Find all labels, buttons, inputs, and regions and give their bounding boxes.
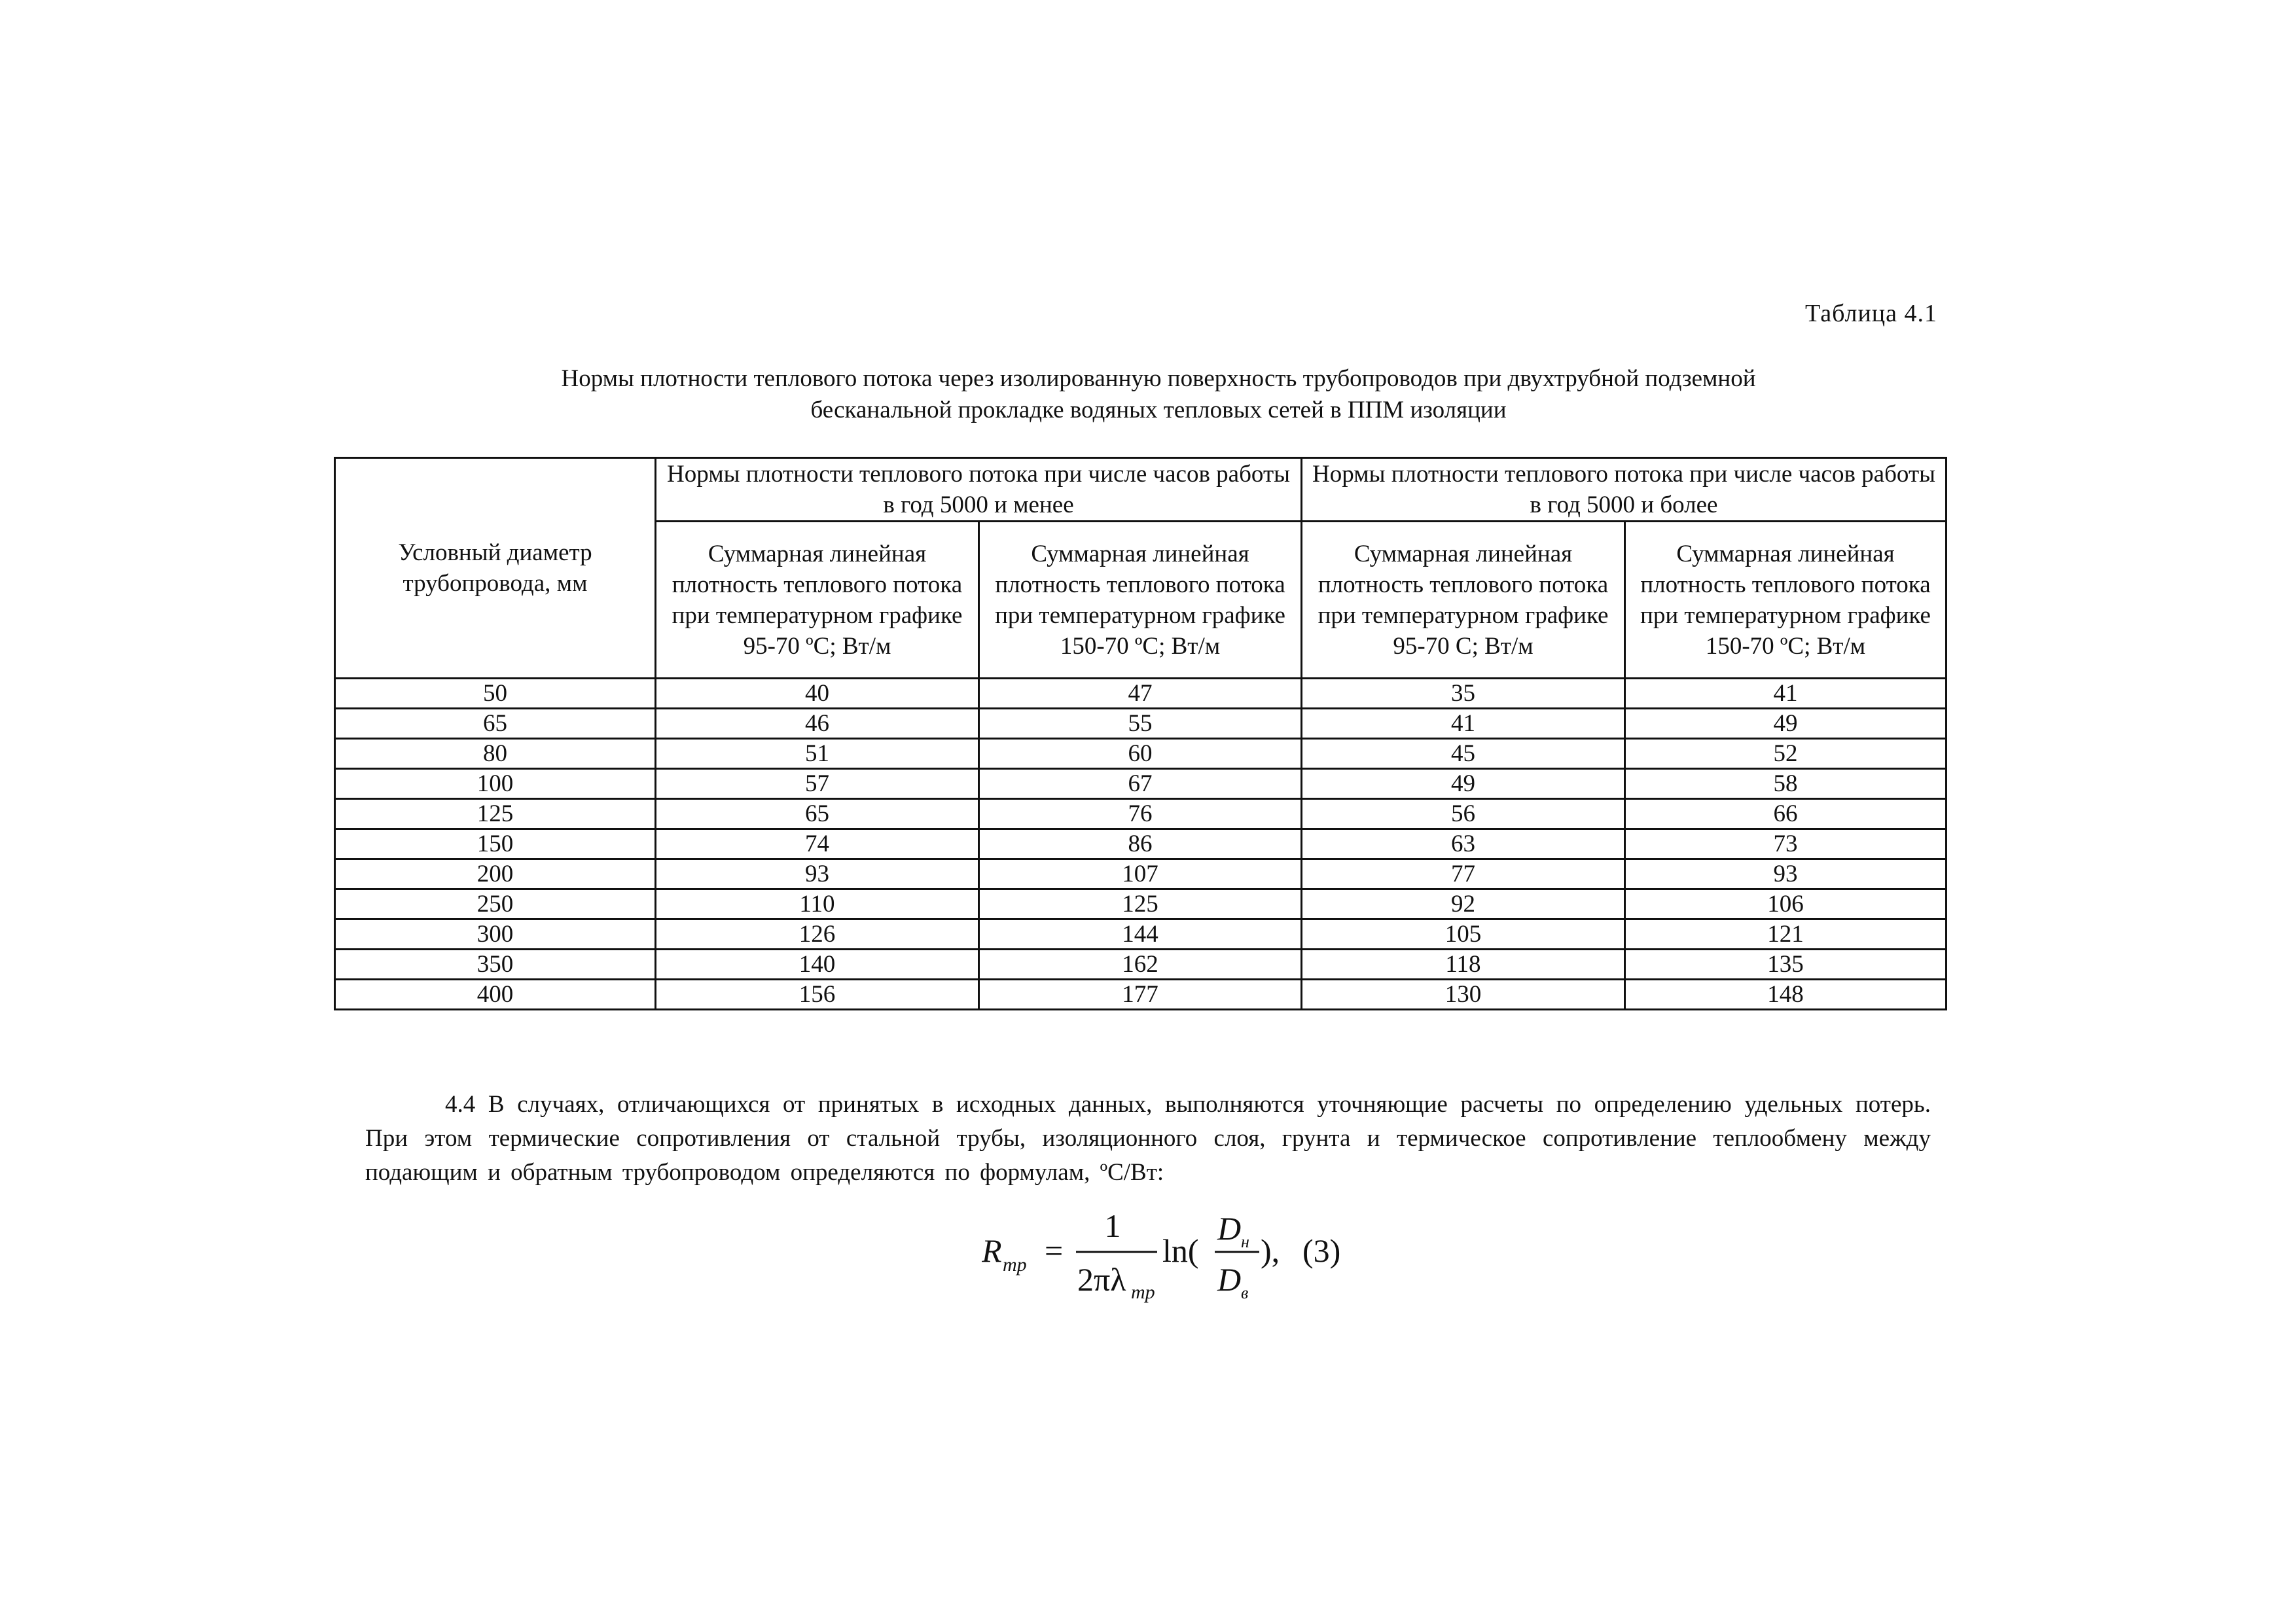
- cell-q-95-70-more: 49: [1302, 769, 1625, 799]
- diameter-header: Условный диаметр трубопровода, мм: [335, 458, 656, 679]
- table-row: [335, 679, 1946, 709]
- table-row: [335, 829, 1946, 859]
- table-row: [335, 919, 1946, 950]
- group-header-5000-less: Нормы плотности теплового потока при числе часов работы в год 5000 и менее: [656, 458, 1302, 522]
- formula-svg: [982, 1211, 1388, 1315]
- cell-q-150-70-less: 107: [979, 859, 1302, 889]
- cell-q-150-70-more: 52: [1625, 739, 1946, 769]
- cell-q-95-70-more: 77: [1302, 859, 1625, 889]
- table-title-line-2: бесканальной прокладке водяных тепловых сетей в ППМ изоляции: [810, 397, 1507, 423]
- subheader-95-70-more: Суммарная линейная плотность теплового потока при температурном графике 95-70 С; Вт/м: [1302, 522, 1625, 679]
- table-body: [335, 679, 1946, 1010]
- table-row: [335, 709, 1946, 739]
- table-row: [335, 859, 1946, 889]
- cell-diameter: 350: [335, 950, 656, 980]
- formula-tail: ),: [1261, 1232, 1280, 1269]
- cell-diameter: 200: [335, 859, 656, 889]
- table-title-line-1: Нормы плотности теплового потока через изолированную поверхность трубопроводов при двухтрубной подземной: [561, 365, 1756, 392]
- cell-q-150-70-more: 41: [1625, 679, 1946, 709]
- cell-q-150-70-more: 58: [1625, 769, 1946, 799]
- table-header-row: [335, 458, 1946, 522]
- cell-q-150-70-less: 125: [979, 889, 1302, 919]
- formula-denominator-sub: тр: [1131, 1281, 1155, 1303]
- subheader-150-70-less: Суммарная линейная плотность теплового потока при температурном графике 150-70 ºС; Вт/м: [979, 522, 1302, 679]
- cell-q-95-70-more: 35: [1302, 679, 1625, 709]
- cell-q-150-70-more: 49: [1625, 709, 1946, 739]
- cell-q-150-70-less: 144: [979, 919, 1302, 950]
- cell-q-150-70-less: 86: [979, 829, 1302, 859]
- formula-lhs: R: [982, 1232, 1002, 1269]
- cell-q-150-70-more: 66: [1625, 799, 1946, 829]
- group-header-5000-more: Нормы плотности теплового потока при числе часов работы в год 5000 и более: [1302, 458, 1946, 522]
- cell-q-95-70-more: 92: [1302, 889, 1625, 919]
- cell-diameter: 100: [335, 769, 656, 799]
- cell-q-150-70-less: 76: [979, 799, 1302, 829]
- cell-q-150-70-more: 73: [1625, 829, 1946, 859]
- table-row: [335, 769, 1946, 799]
- heat-flux-norms-table: [334, 457, 1947, 1010]
- cell-q-150-70-less: 67: [979, 769, 1302, 799]
- formula-numerator: 1: [1104, 1211, 1121, 1244]
- formula-inner-numerator: D: [1217, 1211, 1242, 1247]
- table-row: [335, 889, 1946, 919]
- cell-q-95-70-less: 93: [656, 859, 979, 889]
- cell-diameter: 125: [335, 799, 656, 829]
- cell-diameter: 65: [335, 709, 656, 739]
- formula-lhs-sub: тр: [1003, 1254, 1027, 1275]
- cell-diameter: 80: [335, 739, 656, 769]
- table-row: [335, 980, 1946, 1010]
- cell-q-95-70-less: 110: [656, 889, 979, 919]
- cell-q-150-70-more: 93: [1625, 859, 1946, 889]
- cell-q-95-70-more: 56: [1302, 799, 1625, 829]
- subheader-150-70-more: Суммарная линейная плотность теплового потока при температурном графике 150-70 ºС; Вт/м: [1625, 522, 1946, 679]
- cell-q-95-70-less: 46: [656, 709, 979, 739]
- paragraph-4-4: 4.4 В случаях, отличающихся от принятых в исходных данных, выполняются уточняющие расчеты по определению удельных потерь. При этом термические сопротивления от стальной трубы, изоляционного слоя, грунта и термическое сопротивление теплообмену между подающим и обратным трубопроводом определяются по формулам, ºС/Вт:: [365, 1091, 1931, 1186]
- formula-number: (3): [1302, 1232, 1341, 1269]
- formula-3: [982, 1211, 1388, 1315]
- cell-diameter: 150: [335, 829, 656, 859]
- cell-q-150-70-less: 47: [979, 679, 1302, 709]
- cell-diameter: 250: [335, 889, 656, 919]
- cell-q-95-70-more: 118: [1302, 950, 1625, 980]
- cell-q-95-70-less: 40: [656, 679, 979, 709]
- table-number-label: Таблица 4.1: [1804, 300, 1937, 327]
- formula-denominator: 2πλ: [1077, 1261, 1126, 1298]
- cell-q-150-70-more: 121: [1625, 919, 1946, 950]
- table-title: [393, 363, 1924, 426]
- formula-inner-denominator: D: [1217, 1261, 1242, 1298]
- cell-q-95-70-more: 105: [1302, 919, 1625, 950]
- cell-q-95-70-less: 57: [656, 769, 979, 799]
- cell-q-150-70-less: 162: [979, 950, 1302, 980]
- cell-diameter: 300: [335, 919, 656, 950]
- cell-q-95-70-less: 156: [656, 980, 979, 1010]
- formula-inner-denominator-sub: в: [1241, 1283, 1249, 1302]
- cell-q-150-70-less: 177: [979, 980, 1302, 1010]
- cell-q-95-70-more: 41: [1302, 709, 1625, 739]
- cell-q-95-70-less: 140: [656, 950, 979, 980]
- cell-q-95-70-more: 130: [1302, 980, 1625, 1010]
- cell-q-150-70-more: 135: [1625, 950, 1946, 980]
- cell-q-95-70-more: 63: [1302, 829, 1625, 859]
- cell-q-95-70-less: 51: [656, 739, 979, 769]
- cell-diameter: 50: [335, 679, 656, 709]
- formula-equals: =: [1045, 1232, 1064, 1269]
- cell-q-95-70-less: 65: [656, 799, 979, 829]
- cell-q-150-70-more: 106: [1625, 889, 1946, 919]
- cell-q-95-70-less: 126: [656, 919, 979, 950]
- cell-q-95-70-more: 45: [1302, 739, 1625, 769]
- table-row: [335, 950, 1946, 980]
- table-row: [335, 739, 1946, 769]
- formula-inner-numerator-sub: н: [1241, 1232, 1249, 1251]
- cell-diameter: 400: [335, 980, 656, 1010]
- formula-ln: ln(: [1162, 1232, 1199, 1269]
- cell-q-150-70-more: 148: [1625, 980, 1946, 1010]
- cell-q-95-70-less: 74: [656, 829, 979, 859]
- cell-q-150-70-less: 60: [979, 739, 1302, 769]
- subheader-95-70-less: Суммарная линейная плотность теплового потока при температурном графике 95-70 ºС; Вт/м: [656, 522, 979, 679]
- cell-q-150-70-less: 55: [979, 709, 1302, 739]
- table-row: [335, 799, 1946, 829]
